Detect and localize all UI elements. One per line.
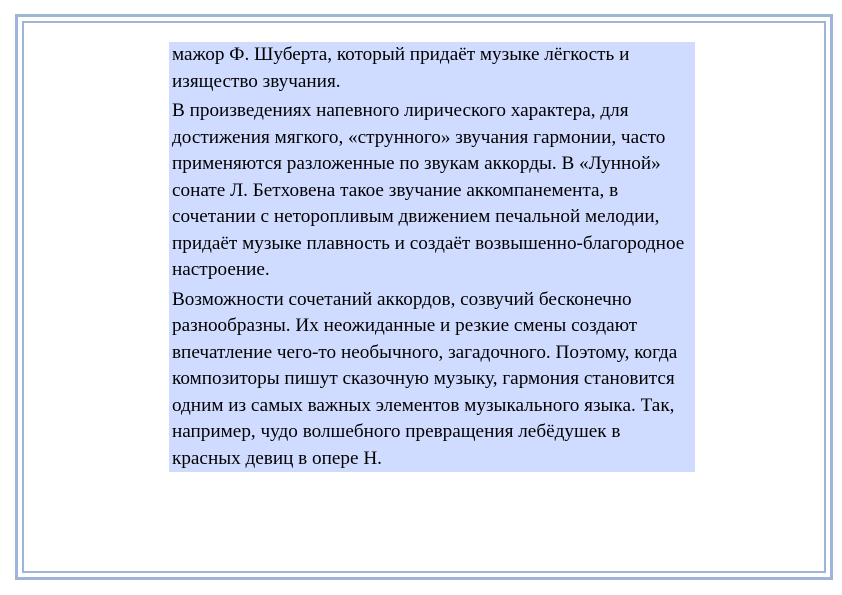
paragraph-3: Возможности сочетаний аккордов, созвучий бесконечно разнообразны. Их неожиданные и резкие смены создают впечатление чего-то необычного, загадочного. Поэтому, когда композиторы пишут сказочную музыку, гармония становится одним из самых важных элементов музыкального языка. Так, например, чудо волшебного превращения лебёдушек в красных девиц в опере Н.: [172, 288, 678, 469]
paragraph-2: В произведениях напевного лирического характера, для достижения мягкого, «струнного» звучания гармонии, часто применяются разложенные по звукам аккорды. В «Лунной» сонате Л. Бетховена такое звучание аккомпанемента, в сочетании с неторопливым движением печальной мелодии, придаёт музыке плавность и создаёт возвышенно-благородное настроение.: [172, 100, 685, 280]
paragraph-1: мажор Ф. Шуберта, который придаёт музыке лёгкость и изящество звучания.: [172, 44, 630, 92]
text-block: [169, 42, 695, 472]
